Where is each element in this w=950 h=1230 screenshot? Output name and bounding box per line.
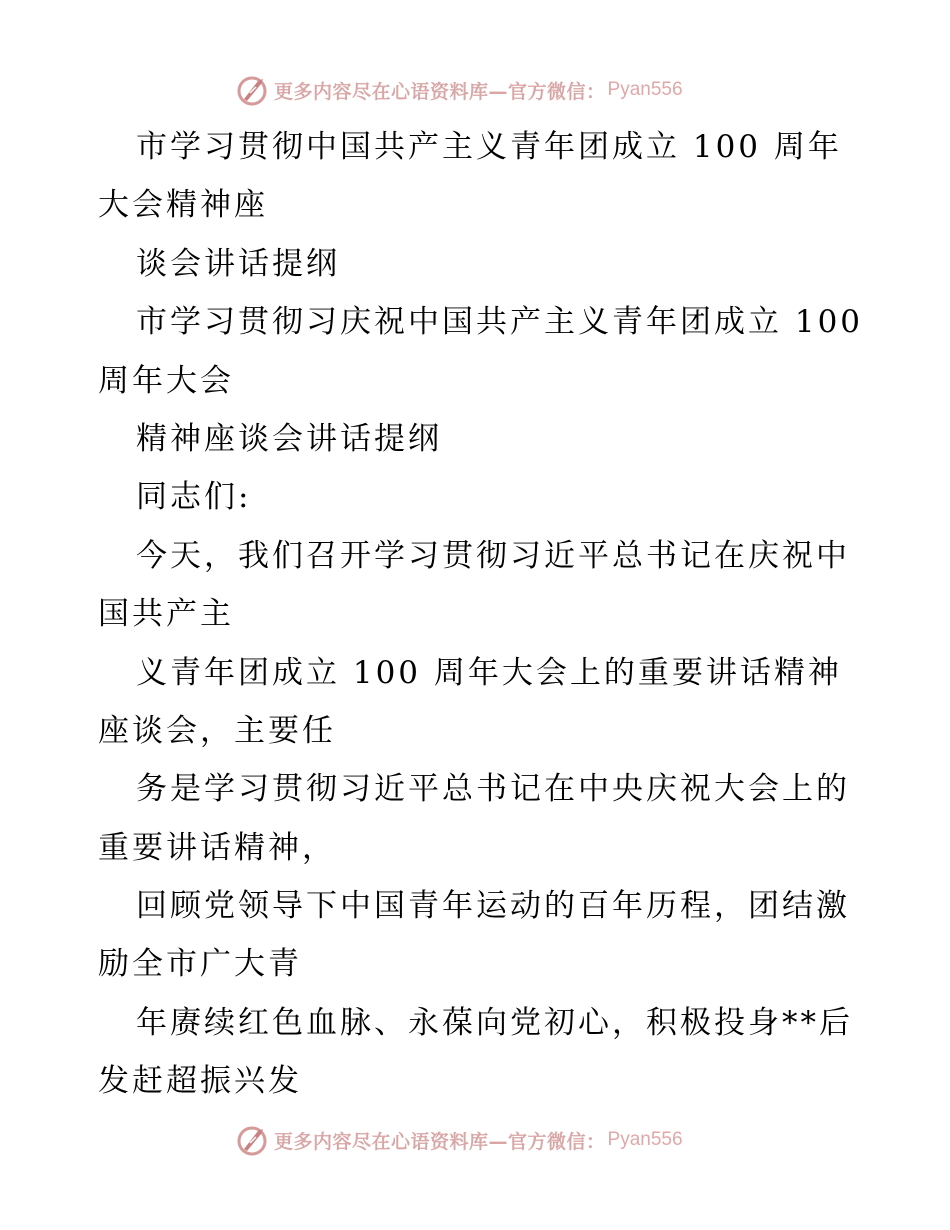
watermark-wechat-id: Pyan556 (607, 1129, 683, 1150)
text-line: 回顾党领导下中国青年运动的百年历程，团结激 (136, 888, 850, 925)
text-line: 大会精神座 (98, 187, 268, 224)
text-line: 市学习贯彻中国共产主义青年团成立 100 周年 (136, 129, 842, 165)
text-line: 年赓续红色血脉、永葆向党初心，积极投身**后 (136, 1004, 853, 1041)
text-line: 务是学习贯彻习近平总书记在中央庆祝大会上的 (136, 771, 850, 808)
text-line: 发赶超振兴发 (98, 1063, 302, 1100)
footer-watermark-banner (236, 1122, 716, 1158)
text-line: 精神座谈会讲话提纲 (136, 420, 442, 457)
text-line: 谈会讲话提纲 (136, 245, 340, 282)
watermark-text: 更多内容尽在心语资料库—官方微信： (274, 80, 606, 103)
text-line: 周年大会 (98, 362, 234, 399)
feather-pen-logo-icon (236, 1123, 270, 1157)
watermark-wechat-id: Pyan556 (607, 79, 683, 100)
text-line: 国共产主 (98, 596, 234, 633)
feather-pen-logo-icon (236, 73, 270, 107)
document-body (98, 118, 864, 1111)
header-watermark-banner (236, 72, 716, 108)
text-line: 今天，我们召开学习贯彻习近平总书记在庆祝中 (136, 537, 850, 574)
text-line: 重要讲话精神， (98, 829, 336, 866)
text-line: 同志们: (136, 479, 252, 516)
watermark-text: 更多内容尽在心语资料库—官方微信： (274, 1130, 606, 1153)
text-line: 座谈会，主要任 (98, 712, 336, 749)
text-line: 励全市广大青 (98, 946, 302, 983)
text-line: 市学习贯彻习庆祝中国共产主义青年团成立 100 (136, 304, 864, 341)
text-line: 义青年团成立 100 周年大会上的重要讲话精神 (136, 654, 842, 691)
